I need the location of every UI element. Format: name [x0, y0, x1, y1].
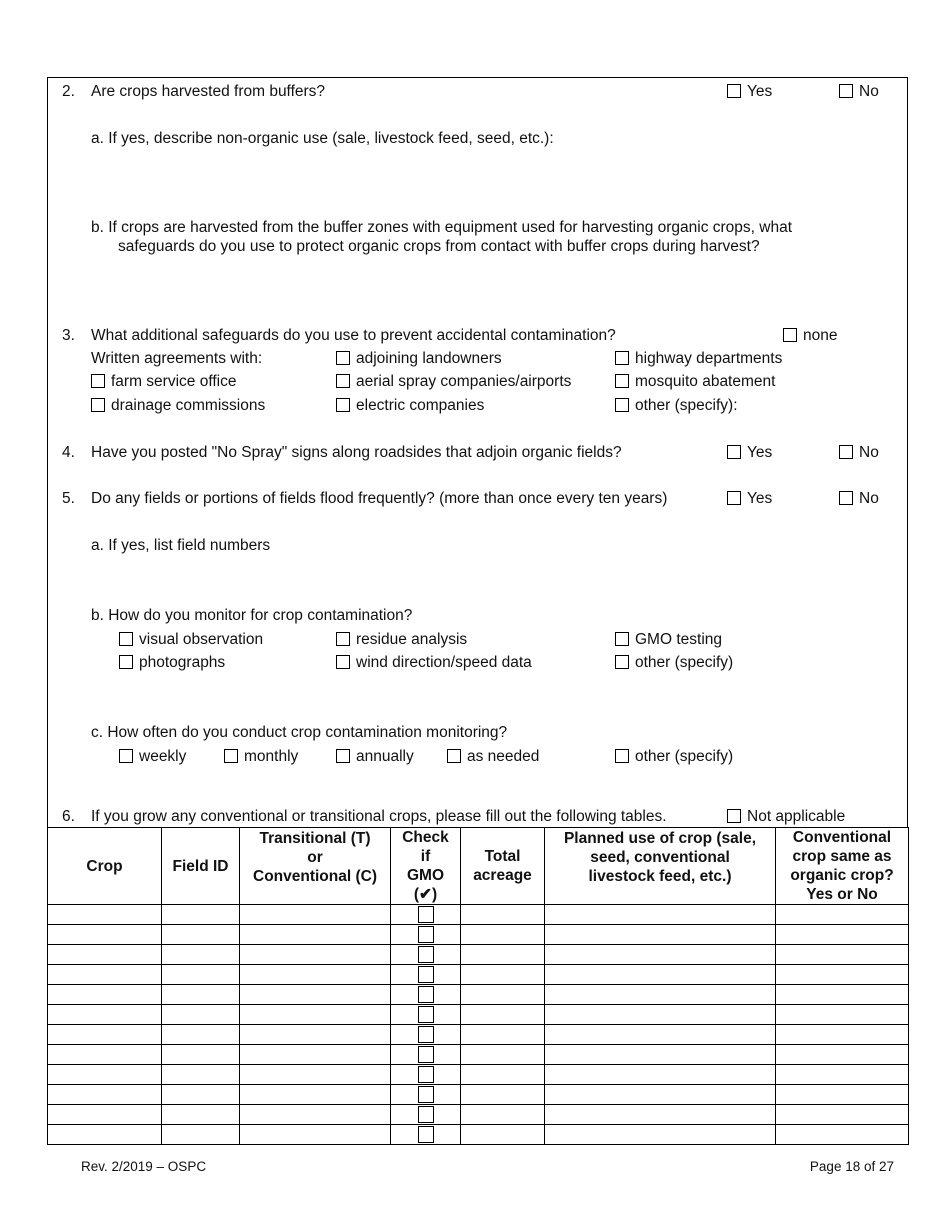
gmo-cell[interactable]	[391, 945, 461, 965]
col-header-crop: Crop	[48, 828, 162, 905]
gmo-cell[interactable]	[391, 1105, 461, 1125]
table-row	[48, 925, 909, 945]
gmo-checkbox[interactable]	[418, 926, 434, 943]
acreage-cell[interactable]	[461, 1005, 545, 1025]
col-header-same-as-organic: Conventional crop same as organic crop? Yes or No	[776, 828, 909, 905]
q4-number: 4.	[62, 444, 75, 461]
gmo-checkbox[interactable]	[418, 986, 434, 1003]
checkbox[interactable]	[336, 749, 350, 763]
gmo-cell[interactable]	[391, 925, 461, 945]
q2-number: 2.	[62, 83, 75, 100]
q6-question: If you grow any conventional or transitional crops, please fill out the following tables.	[91, 808, 667, 825]
table-row	[48, 1105, 909, 1125]
q5b-question: b. How do you monitor for crop contamination?	[91, 607, 413, 624]
q5a-question: a. If yes, list field numbers	[91, 537, 271, 554]
type-cell[interactable]	[240, 1045, 391, 1065]
crop-cell[interactable]	[48, 1105, 162, 1125]
q5-no-option[interactable]: No	[839, 490, 879, 508]
same-as-organic-cell[interactable]	[776, 1025, 909, 1045]
checkbox[interactable]	[119, 655, 133, 669]
planned-use-cell[interactable]	[545, 965, 776, 985]
q6-not-applicable-checkbox[interactable]	[727, 809, 741, 823]
q4-question: Have you posted "No Spray" signs along roadsides that adjoin organic fields?	[91, 444, 622, 461]
acreage-cell[interactable]	[461, 1025, 545, 1045]
crop-cell[interactable]	[48, 1005, 162, 1025]
checkbox[interactable]	[91, 374, 105, 388]
crop-cell[interactable]	[48, 925, 162, 945]
q5c-annually-option[interactable]: annually	[336, 748, 414, 766]
field-id-cell[interactable]	[162, 985, 240, 1005]
q3-highway-option[interactable]: highway departments	[615, 350, 782, 368]
q3-none-checkbox[interactable]	[783, 328, 797, 342]
type-cell[interactable]	[240, 985, 391, 1005]
same-as-organic-cell[interactable]	[776, 985, 909, 1005]
checkbox[interactable]	[119, 632, 133, 646]
gmo-cell[interactable]	[391, 965, 461, 985]
checkbox[interactable]	[336, 632, 350, 646]
crop-cell[interactable]	[48, 1065, 162, 1085]
col-header-transitional-conventional: Transitional (T) or Conventional (C)	[240, 828, 391, 905]
type-cell[interactable]	[240, 1005, 391, 1025]
q6-number: 6.	[62, 808, 75, 825]
table-row	[48, 905, 909, 925]
table-row	[48, 985, 909, 1005]
field-id-cell[interactable]	[162, 945, 240, 965]
same-as-organic-cell[interactable]	[776, 1105, 909, 1125]
checkbox[interactable]	[615, 351, 629, 365]
conventional-crops-table	[47, 827, 909, 1145]
table-row	[48, 945, 909, 965]
type-cell[interactable]	[240, 1025, 391, 1045]
acreage-cell[interactable]	[461, 905, 545, 925]
footer-page-number: Page 18 of 27	[809, 1159, 894, 1174]
acreage-cell[interactable]	[461, 985, 545, 1005]
same-as-organic-cell[interactable]	[776, 1125, 909, 1145]
checkbox[interactable]	[336, 655, 350, 669]
table-row	[48, 1025, 909, 1045]
acreage-cell[interactable]	[461, 965, 545, 985]
field-id-cell[interactable]	[162, 1085, 240, 1105]
planned-use-cell[interactable]	[545, 985, 776, 1005]
table-row	[48, 1065, 909, 1085]
q5c-monthly-option[interactable]: monthly	[224, 748, 298, 766]
q4-yes-option[interactable]: Yes	[727, 444, 772, 462]
q3-adjoining-option[interactable]: adjoining landowners	[336, 350, 502, 368]
table-header-row	[48, 828, 909, 905]
gmo-cell[interactable]	[391, 1025, 461, 1045]
same-as-organic-cell[interactable]	[776, 1045, 909, 1065]
q2a-question: a. If yes, describe non-organic use (sale, livestock feed, seed, etc.):	[91, 130, 554, 147]
q3-other-option[interactable]: other (specify):	[615, 397, 738, 415]
gmo-cell[interactable]	[391, 1085, 461, 1105]
q4-no-checkbox[interactable]	[839, 445, 853, 459]
gmo-checkbox[interactable]	[418, 906, 434, 923]
crop-cell[interactable]	[48, 1025, 162, 1045]
q3-none-option[interactable]: none	[783, 327, 837, 345]
q6-not-applicable-option[interactable]: Not applicable	[727, 808, 845, 826]
footer-revision: Rev. 2/2019 – OSPC	[81, 1159, 207, 1174]
checkbox[interactable]	[119, 749, 133, 763]
q5b-other-option[interactable]: other (specify)	[615, 654, 733, 672]
q5c-as-needed-option[interactable]: as needed	[447, 748, 539, 766]
q4-no-option[interactable]: No	[839, 444, 879, 462]
acreage-cell[interactable]	[461, 1105, 545, 1125]
acreage-cell[interactable]	[461, 945, 545, 965]
q2-yes-checkbox[interactable]	[727, 84, 741, 98]
acreage-cell[interactable]	[461, 925, 545, 945]
table-row	[48, 1085, 909, 1105]
field-id-cell[interactable]	[162, 925, 240, 945]
checkbox[interactable]	[91, 398, 105, 412]
crop-cell[interactable]	[48, 945, 162, 965]
gmo-checkbox[interactable]	[418, 1106, 434, 1123]
planned-use-cell[interactable]	[545, 1065, 776, 1085]
gmo-checkbox[interactable]	[418, 1026, 434, 1043]
gmo-cell[interactable]	[391, 905, 461, 925]
planned-use-cell[interactable]	[545, 1105, 776, 1125]
field-id-cell[interactable]	[162, 1005, 240, 1025]
acreage-cell[interactable]	[461, 1125, 545, 1145]
planned-use-cell[interactable]	[545, 925, 776, 945]
type-cell[interactable]	[240, 925, 391, 945]
same-as-organic-cell[interactable]	[776, 1005, 909, 1025]
q2b-question-line2: safeguards do you use to protect organic crops from contact with buffer crops during harvest?	[118, 238, 760, 255]
checkbox[interactable]	[615, 655, 629, 669]
planned-use-cell[interactable]	[545, 1025, 776, 1045]
q5b-visual-option[interactable]: visual observation	[119, 631, 263, 649]
crop-cell[interactable]	[48, 965, 162, 985]
checkbox[interactable]	[336, 374, 350, 388]
same-as-organic-cell[interactable]	[776, 905, 909, 925]
q3-electric-option[interactable]: electric companies	[336, 397, 484, 415]
col-header-total-acreage: Total acreage	[461, 828, 545, 905]
gmo-cell[interactable]	[391, 985, 461, 1005]
type-cell[interactable]	[240, 905, 391, 925]
q5-yes-checkbox[interactable]	[727, 491, 741, 505]
acreage-cell[interactable]	[461, 1045, 545, 1065]
same-as-organic-cell[interactable]	[776, 1085, 909, 1105]
gmo-checkbox[interactable]	[418, 946, 434, 963]
q2-question: Are crops harvested from buffers?	[91, 83, 326, 100]
field-id-cell[interactable]	[162, 905, 240, 925]
gmo-checkbox[interactable]	[418, 1046, 434, 1063]
checkbox[interactable]	[615, 374, 629, 388]
q3-question: What additional safeguards do you use to prevent accidental contamination?	[91, 327, 616, 344]
type-cell[interactable]	[240, 945, 391, 965]
field-id-cell[interactable]	[162, 1065, 240, 1085]
gmo-cell[interactable]	[391, 1065, 461, 1085]
col-header-field-id: Field ID	[162, 828, 240, 905]
crop-cell[interactable]	[48, 1085, 162, 1105]
planned-use-cell[interactable]	[545, 945, 776, 965]
table-row	[48, 1125, 909, 1145]
gmo-checkbox[interactable]	[418, 1086, 434, 1103]
checkbox[interactable]	[615, 398, 629, 412]
q3-number: 3.	[62, 327, 75, 344]
q4-yes-checkbox[interactable]	[727, 445, 741, 459]
acreage-cell[interactable]	[461, 1065, 545, 1085]
same-as-organic-cell[interactable]	[776, 925, 909, 945]
q5-number: 5.	[62, 490, 75, 507]
q3-farm-service-option[interactable]: farm service office	[91, 373, 236, 391]
type-cell[interactable]	[240, 965, 391, 985]
gmo-checkbox[interactable]	[418, 966, 434, 983]
planned-use-cell[interactable]	[545, 1125, 776, 1145]
q5b-residue-option[interactable]: residue analysis	[336, 631, 467, 649]
q5c-question: c. How often do you conduct crop contamination monitoring?	[91, 724, 508, 741]
crop-cell[interactable]	[48, 905, 162, 925]
field-id-cell[interactable]	[162, 965, 240, 985]
q2-yes-option[interactable]: Yes	[727, 83, 772, 101]
q5-no-checkbox[interactable]	[839, 491, 853, 505]
checkbox[interactable]	[336, 398, 350, 412]
q3-mosquito-option[interactable]: mosquito abatement	[615, 373, 775, 391]
gmo-checkbox[interactable]	[418, 1126, 434, 1143]
planned-use-cell[interactable]	[545, 905, 776, 925]
checkbox[interactable]	[224, 749, 238, 763]
checkbox[interactable]	[447, 749, 461, 763]
field-id-cell[interactable]	[162, 1105, 240, 1125]
planned-use-cell[interactable]	[545, 1045, 776, 1065]
field-id-cell[interactable]	[162, 1125, 240, 1145]
type-cell[interactable]	[240, 1125, 391, 1145]
planned-use-cell[interactable]	[545, 1005, 776, 1025]
col-header-planned-use: Planned use of crop (sale, seed, conventional livestock feed, etc.)	[545, 828, 776, 905]
q2b-question-line1: b. If crops are harvested from the buffer zones with equipment used for harvesting organic crops, what	[91, 219, 793, 236]
q2-no-checkbox[interactable]	[839, 84, 853, 98]
q3-aerial-option[interactable]: aerial spray companies/airports	[336, 373, 571, 391]
q3-drainage-option[interactable]: drainage commissions	[91, 397, 265, 415]
gmo-checkbox[interactable]	[418, 1006, 434, 1023]
same-as-organic-cell[interactable]	[776, 945, 909, 965]
checkbox[interactable]	[615, 749, 629, 763]
field-id-cell[interactable]	[162, 1025, 240, 1045]
q5b-gmo-testing-option[interactable]: GMO testing	[615, 631, 722, 649]
q5c-other-option[interactable]: other (specify)	[615, 748, 733, 766]
q5-question: Do any fields or portions of fields flood frequently? (more than once every ten years)	[91, 490, 668, 507]
table-row	[48, 965, 909, 985]
field-id-cell[interactable]	[162, 1045, 240, 1065]
acreage-cell[interactable]	[461, 1085, 545, 1105]
checkbox[interactable]	[336, 351, 350, 365]
col-header-gmo: Check if GMO (✔)	[391, 828, 461, 905]
planned-use-cell[interactable]	[545, 1085, 776, 1105]
crop-cell[interactable]	[48, 1045, 162, 1065]
q5-yes-option[interactable]: Yes	[727, 490, 772, 508]
crop-cell[interactable]	[48, 985, 162, 1005]
gmo-cell[interactable]	[391, 1045, 461, 1065]
table-row	[48, 1005, 909, 1025]
gmo-cell[interactable]	[391, 1125, 461, 1145]
type-cell[interactable]	[240, 1085, 391, 1105]
table-row	[48, 1045, 909, 1065]
q5b-photographs-option[interactable]: photographs	[119, 654, 225, 672]
crop-cell[interactable]	[48, 1125, 162, 1145]
q2-no-option[interactable]: No	[839, 83, 879, 101]
same-as-organic-cell[interactable]	[776, 1065, 909, 1085]
gmo-cell[interactable]	[391, 1005, 461, 1025]
q3-written-agreements-label: Written agreements with:	[91, 350, 263, 367]
q5b-wind-option[interactable]: wind direction/speed data	[336, 654, 532, 672]
same-as-organic-cell[interactable]	[776, 965, 909, 985]
gmo-checkbox[interactable]	[418, 1066, 434, 1083]
checkbox[interactable]	[615, 632, 629, 646]
type-cell[interactable]	[240, 1105, 391, 1125]
type-cell[interactable]	[240, 1065, 391, 1085]
q5c-weekly-option[interactable]: weekly	[119, 748, 186, 766]
